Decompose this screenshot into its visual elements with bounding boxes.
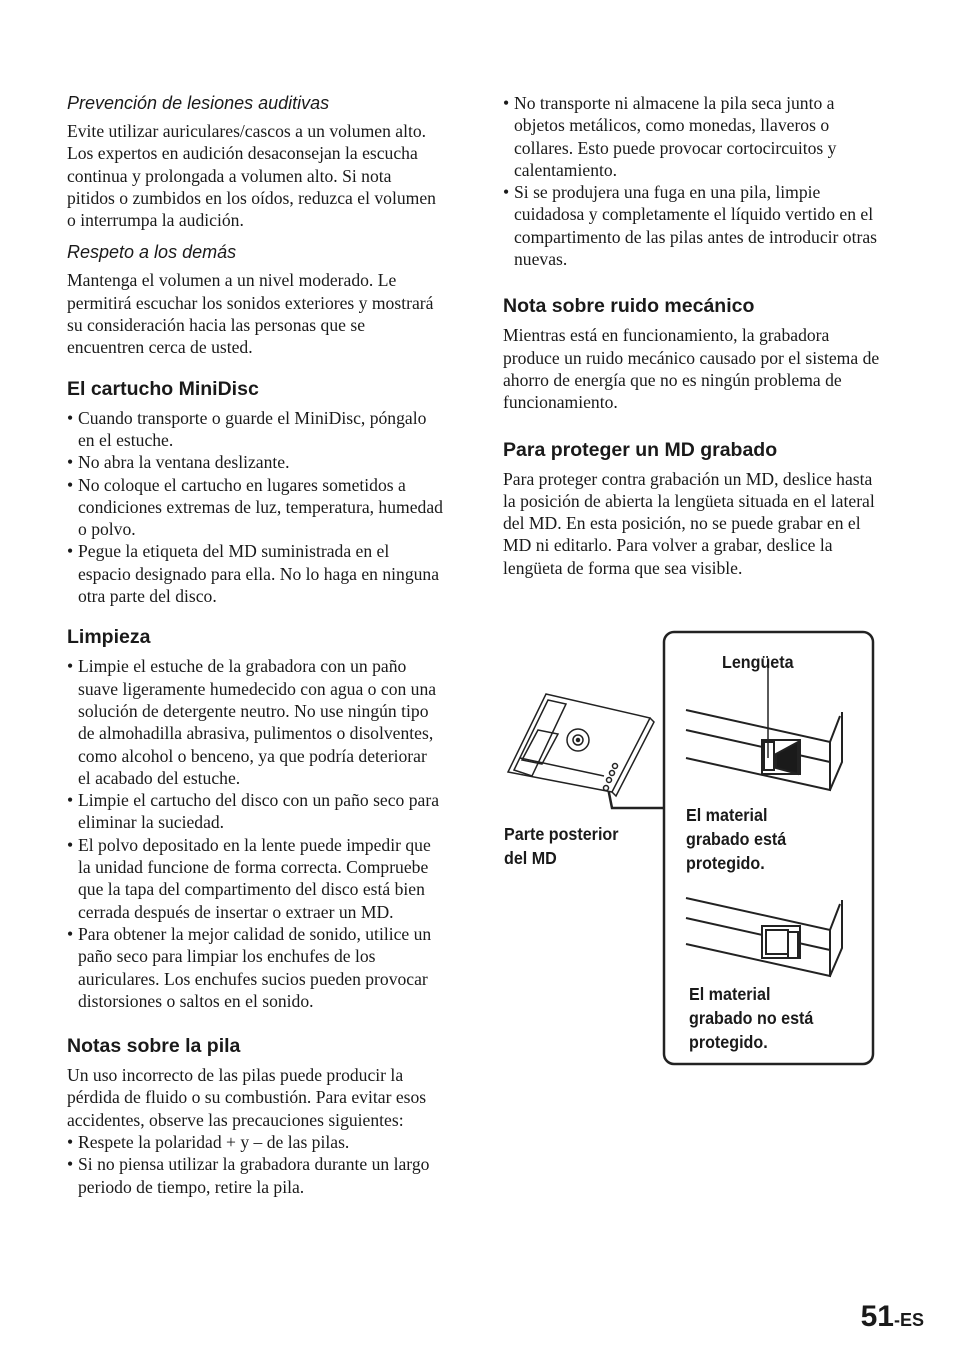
section-title-cleaning: Limpieza [67, 626, 151, 649]
left-column [67, 88, 443, 1198]
protected-label-line1: El material [686, 805, 768, 825]
tab-label: Lengüeta [722, 652, 794, 672]
list-item: • Limpie el cartucho del disco con un paño seco para eliminar la suciedad. [67, 789, 443, 834]
list-item: • Respete la polaridad + y – de las pilas. [67, 1131, 443, 1153]
minidisc-icon [508, 694, 654, 796]
list-item: • Cuando transporte o guarde el MiniDisc, póngalo en el estuche. [67, 407, 443, 452]
unprotected-label-line1: El material [689, 984, 771, 1004]
cleaning-list [67, 655, 443, 1012]
hearing-text: Evite utilizar auriculares/cascos a un volumen alto. Los expertos en audición desaconsejan la escucha continua y prolongada a volumen alto. Si nota pitidos o zumbidos en los oídos, reduzca el volumen o interrumpa la audición. [67, 121, 436, 231]
section-title-hearing: Prevención de lesiones auditivas [67, 93, 330, 113]
section-title-protect: Para proteger un MD grabado [503, 438, 778, 461]
section-title-minidisc: El cartucho MiniDisc [67, 377, 259, 400]
protected-label-line2: grabado está [686, 829, 787, 849]
minidisc-list [67, 407, 443, 608]
list-item: • El polvo depositado en la lente puede impedir que la unidad funcione de forma correcta. Compruebe que la tapa del compartimento del disco está bien cerrada después de insertar o extraer un MD. [67, 834, 443, 923]
md-protection-figure [500, 630, 880, 1070]
unprotected-label-line2: grabado no está [689, 1008, 814, 1028]
list-item: • No coloque el cartucho en lugares sometidos a condiciones extremas de luz, temperatura, humedad o polvo. [67, 474, 443, 541]
section-title-respect: Respeto a los demás [67, 242, 237, 263]
list-item: • Si no piensa utilizar la grabadora durante un largo periodo de tiempo, retire la pila. [67, 1153, 443, 1198]
list-item: • No abra la ventana deslizante. [67, 451, 443, 473]
protect-text: Para proteger contra grabación un MD, deslice hasta la posición de abierta la lengüeta situada en el lateral del MD. En esta posición, no se puede grabar en el MD ni editarlo. Para volver a grabar, deslice la lengüeta de forma que sea visible. [503, 468, 875, 578]
back-label-line1: Parte posterior [504, 824, 619, 844]
unprotected-label-line3: protegido. [689, 1032, 768, 1052]
list-item: • Para obtener la mejor calidad de sonido, utilice un paño seco para limpiar los enchufes de los auriculares. Los enchufes sucios pueden provocar distorsiones o saltos en el sonido. [67, 923, 443, 1012]
protected-label-line3: protegido. [686, 853, 765, 873]
page-number [861, 1300, 924, 1334]
section-title-noise: Nota sobre ruido mecánico [503, 295, 755, 318]
noise-text: Mientras está en funcionamiento, la grabadora produce un ruido mecánico causado por el sistema de ahorro de energía que no es ningún problema de funcionamiento. [503, 325, 880, 413]
list-item: • Limpie el estuche de la grabadora con un paño suave ligeramente humedecido con agua o con una solución de detergente neutro. No use ningún tipo de almohadilla abrasiva, pulimentos o disolventes, como alcohol o benceno, ya que podría deteriorar el acabado del estuche. [67, 655, 443, 789]
list-item: • Pegue la etiqueta del MD suministrada en el espacio designado para ella. No lo haga en ninguna otra parte del disco. [67, 540, 443, 607]
respect-text: Mantenga el volumen a un nivel moderado. Le permitirá escuchar los sonidos exteriores y mostrará su consideración hacia las personas que se encuentren cerca de usted. [67, 270, 434, 358]
back-label-line2: del MD [504, 848, 557, 868]
list-item: • No transporte ni almacene la pila seca junto a objetos metálicos, como monedas, llaveros o collares. Esto puede provocar cortocircuitos y calentamiento. [503, 92, 883, 181]
page-number-suffix: -ES [893, 1310, 924, 1330]
right-column [503, 92, 883, 579]
battery-text: Un uso incorrecto de las pilas puede producir la pérdida de fluido o su combustión. Para evitar esos accidentes, observe las precauciones siguientes: [67, 1065, 427, 1130]
section-title-battery: Notas sobre la pila [67, 1035, 241, 1058]
battery-list [67, 1131, 443, 1198]
protected-tab-icon [686, 666, 842, 790]
list-item: • Si se produjera una fuga en una pila, limpie cuidadosa y completamente el líquido vertido en el compartimento de las pilas antes de introducir otras nuevas. [503, 181, 883, 270]
battery-list-continued [503, 92, 883, 270]
page-number-value: 51 [860, 1300, 894, 1333]
unprotected-tab-icon [686, 898, 842, 976]
